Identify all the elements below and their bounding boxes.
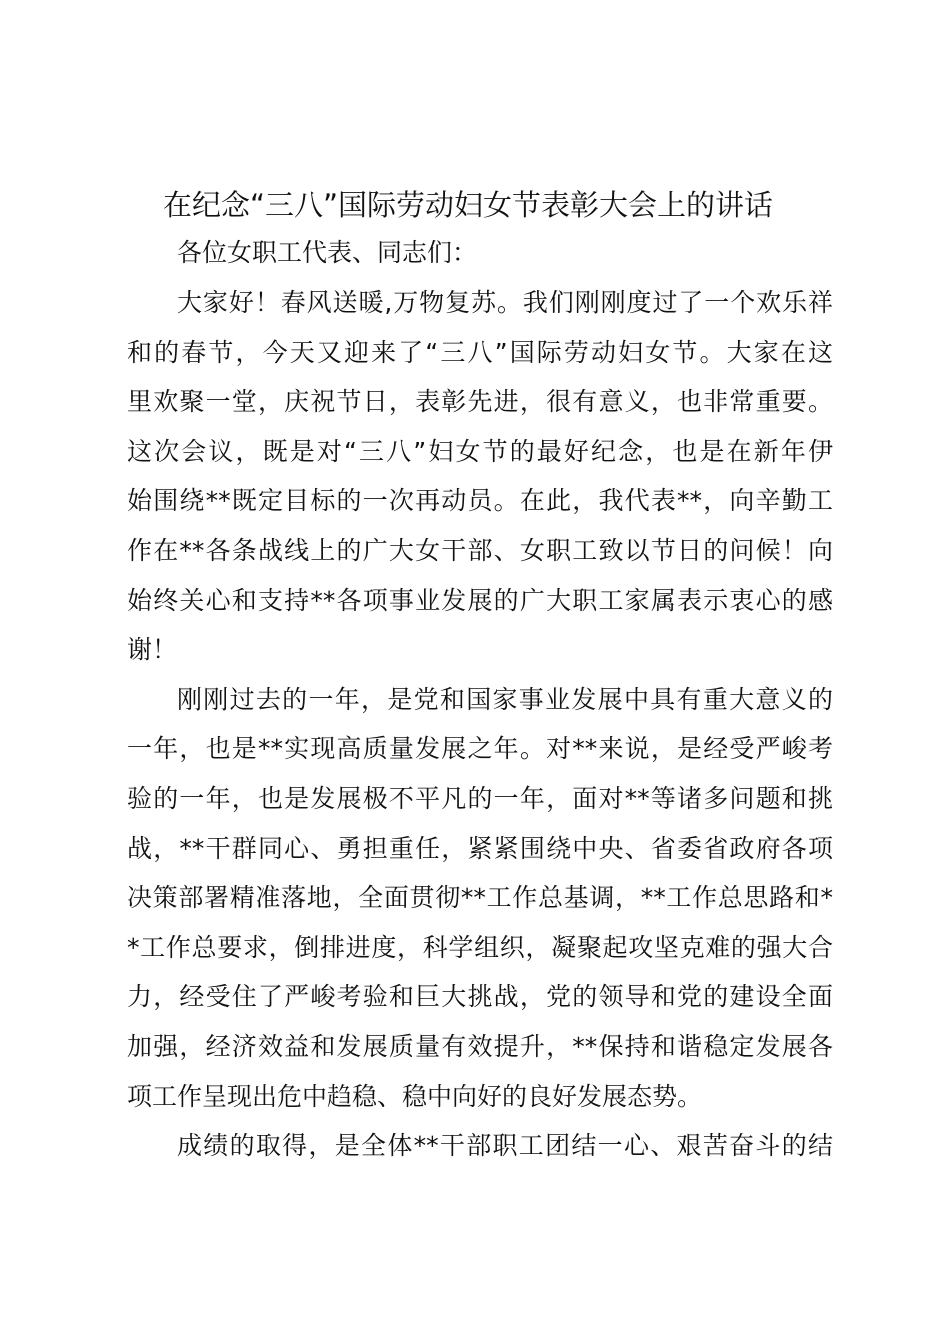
paragraph-1 [127,278,833,675]
paragraph-line: 战，**干群同心、勇担重任，紧紧围绕中央、省委省政府各项 [127,833,833,863]
paragraph-line: 谢！ [127,635,178,665]
paragraph-line: 始围绕**既定目标的一次再动员。在此，我代表**，向辛勤工 [127,486,833,516]
paragraph-line: 力，经受住了严峻考验和巨大挑战，党的领导和党的建设全面 [127,982,833,1012]
paragraph-line: 验的一年，也是发展极不平凡的一年，面对**等诸多问题和挑 [127,783,833,813]
paragraph-line: 刚刚过去的一年，是党和国家事业发展中具有重大意义的 [177,684,833,714]
paragraph-line: 这次会议，既是对“三八”妇女节的最好纪念，也是在新年伊 [127,436,833,466]
paragraph-2 [127,675,833,1121]
salutation: 各位女职工代表、同志们： [177,238,478,267]
paragraph-line: 里欢聚一堂，庆祝节日，表彰先进，很有意义，也非常重要。 [127,387,833,417]
paragraph-3 [127,1121,833,1171]
paragraph-line: *工作总要求，倒排进度，科学组织，凝聚起攻坚克难的强大合 [127,932,833,962]
document-page [127,182,833,1171]
paragraph-line: 成绩的取得，是全体**干部职工团结一心、艰苦奋斗的结 [177,1131,833,1161]
paragraph-line: 项工作呈现出危中趋稳、稳中向好的良好发展态势。 [127,1081,703,1111]
paragraph-line: 大家好！春风送暖,万物复苏。我们刚刚度过了一个欢乐祥 [177,288,833,317]
paragraph-line: 和的春节，今天又迎来了“三八”国际劳动妇女节。大家在这 [127,337,833,367]
paragraph-line: 加强，经济效益和发展质量有效提升，**保持和谐稳定发展各 [127,1031,833,1061]
paragraph-line: 作在**各条战线上的广大女干部、女职工致以节日的问候！向 [127,535,833,565]
paragraph-line: 决策部署精准落地，全面贯彻**工作总基调，**工作总思路和* [127,883,833,913]
paragraph-line: 始终关心和支持**各项事业发展的广大职工家属表示衷心的感 [127,585,833,615]
paragraph-line: 一年，也是**实现高质量发展之年。对**来说，是经受严峻考 [127,734,833,764]
document-title: 在纪念“三八”国际劳动妇女节表彰大会上的讲话 [163,188,774,222]
